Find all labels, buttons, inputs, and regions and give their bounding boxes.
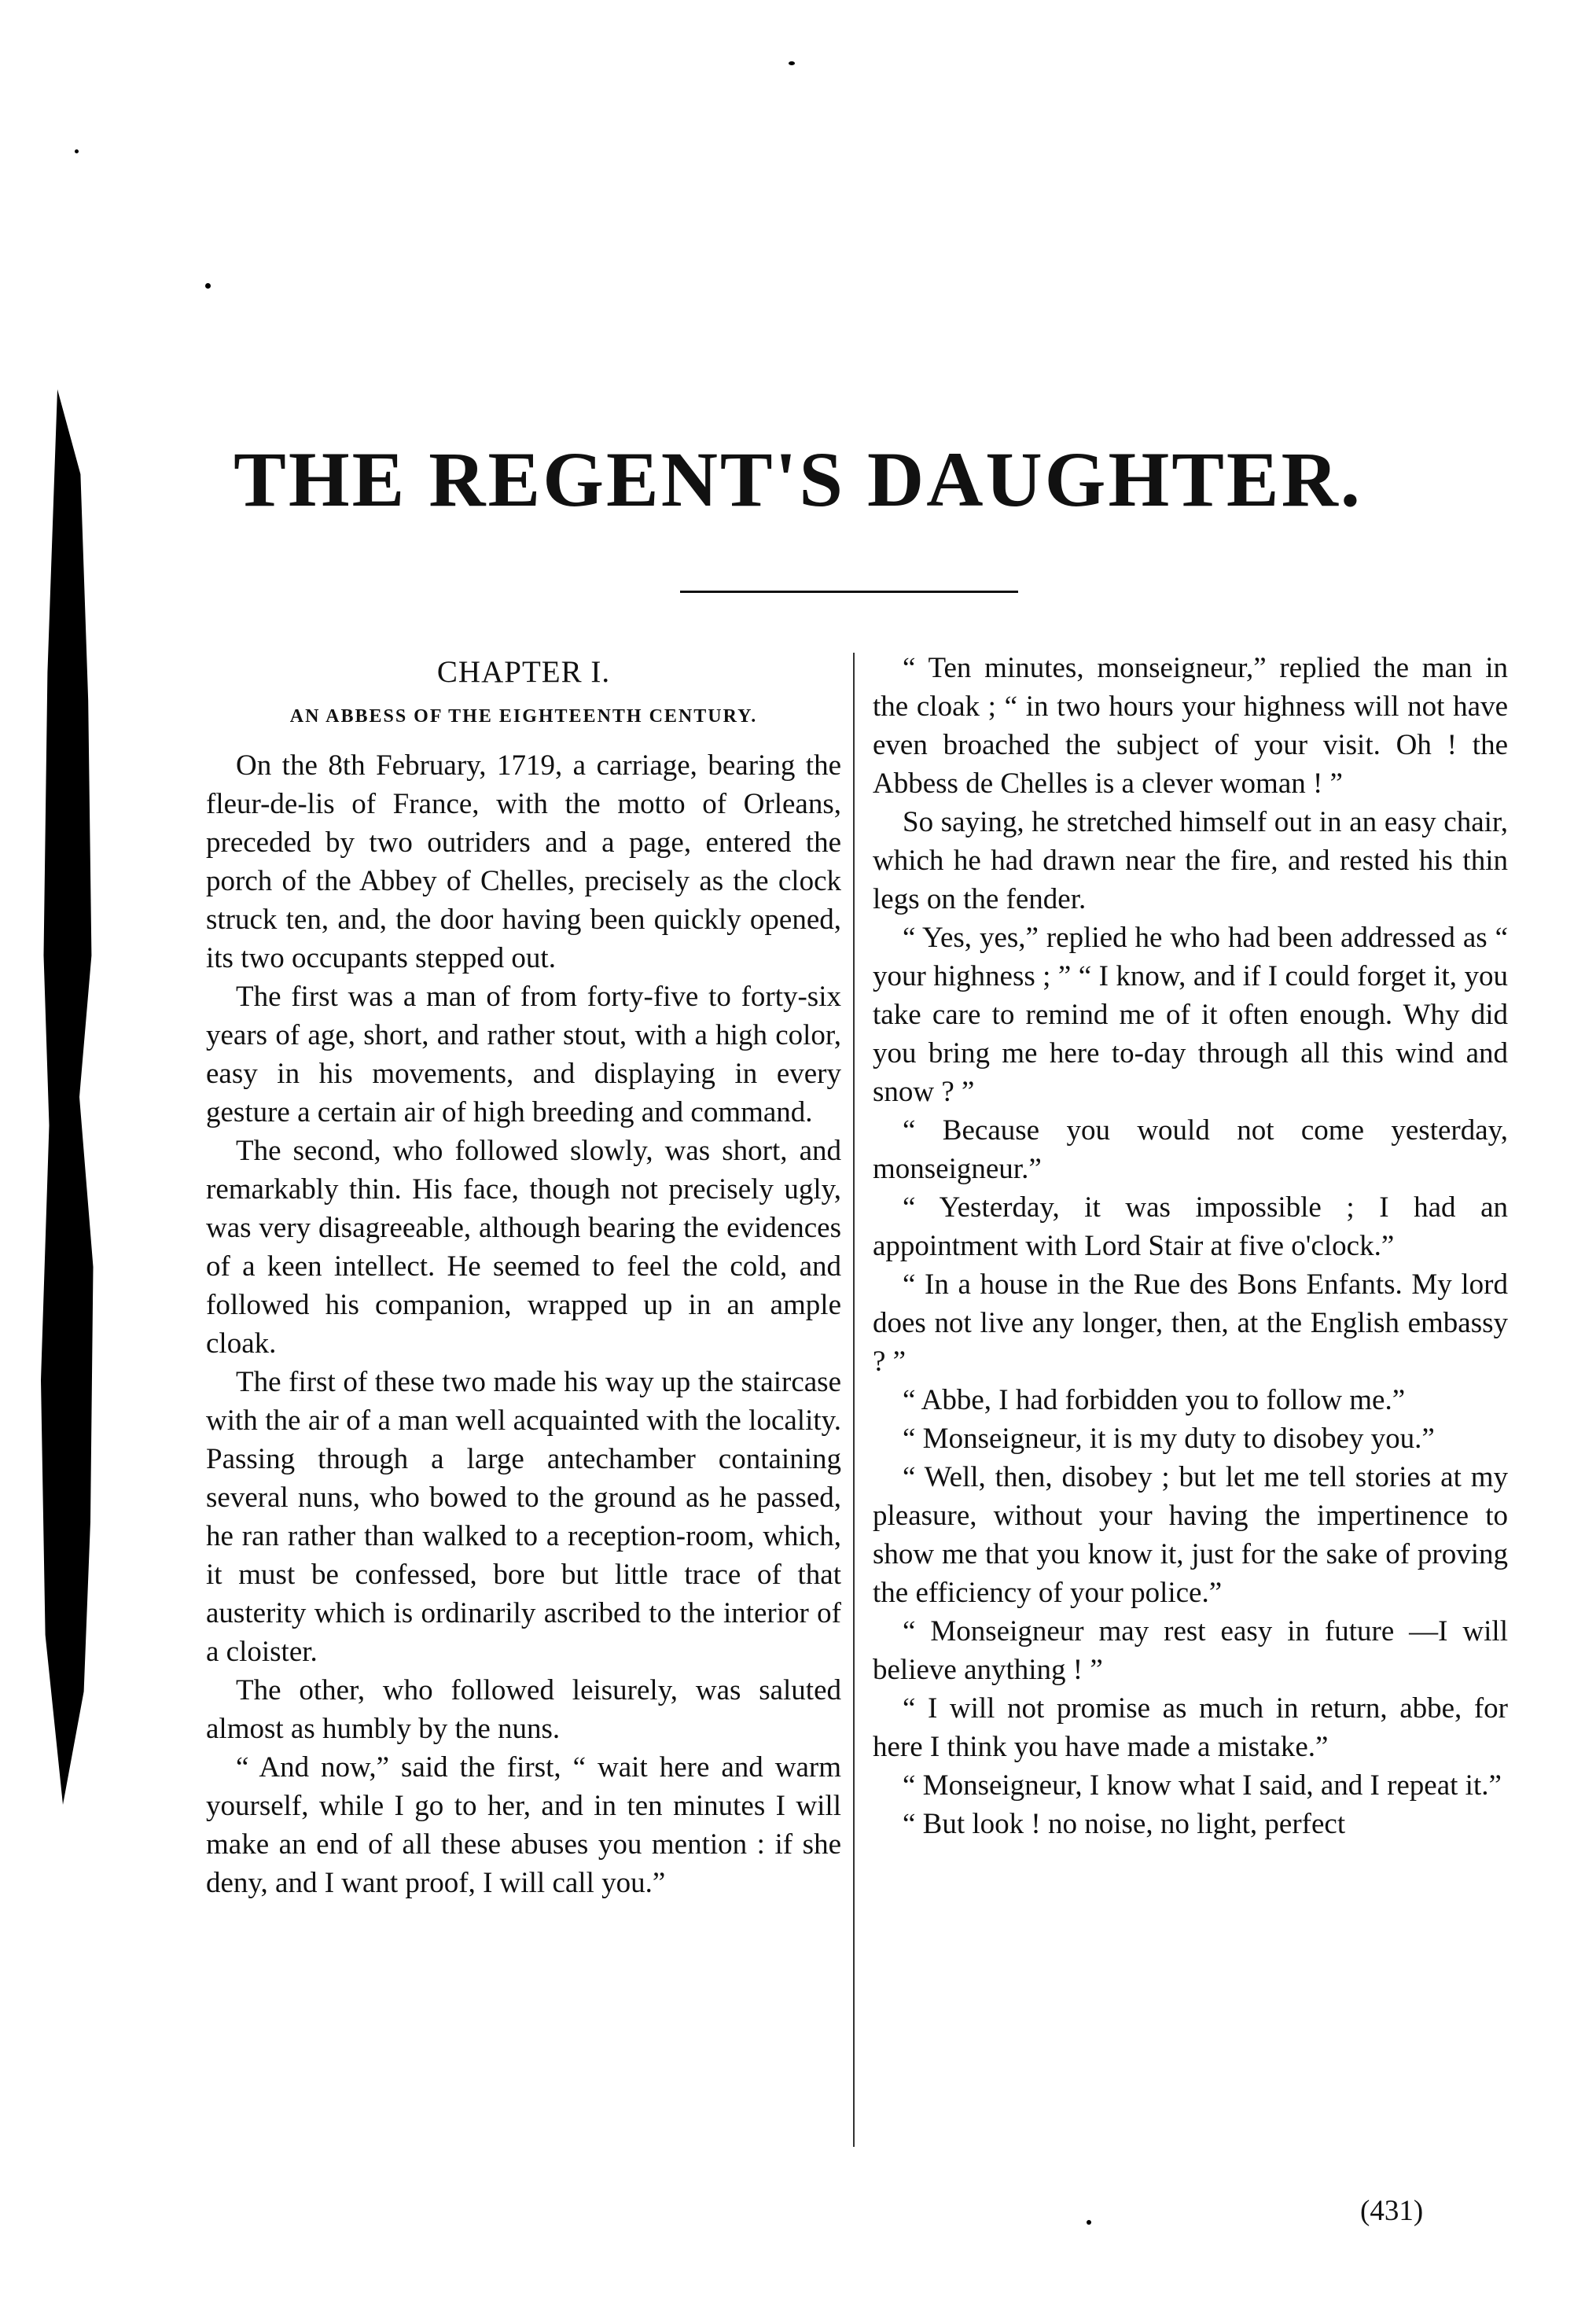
paragraph: The other, who followed leisurely, was saluted almost as humbly by the nuns. [206, 1674, 841, 1745]
scan-speck [205, 283, 211, 289]
paragraph: “ Yesterday, it was impossible ; I had an appointment with Lord Stair at five o'clock.” [873, 1191, 1508, 1262]
paragraph: “ Yes, yes,” replied he who had been addressed as “ your highness ; ” “ I know, and if I could forget it, you take care to remind me of it often enough. Why did you bring me here to-day through all this wind and snow ? ” [873, 922, 1508, 1108]
paragraph: “ In a house in the Rue des Bons Enfants. My lord does not live any longer, then, at the English embassy ? ” [873, 1268, 1508, 1378]
paragraph: “ Monseigneur may rest easy in future —I will believe anything ! ” [873, 1615, 1508, 1686]
scan-edge-artifact [41, 389, 96, 1805]
column-divider [853, 653, 855, 2147]
chapter-subtitle: AN ABBESS OF THE EIGHTEENTH CENTURY. [289, 706, 758, 727]
paragraph: “ Abbe, I had forbidden you to follow me.” [903, 1384, 1406, 1416]
paragraph: “ I will not promise as much in return, abbe, for here I think you have made a mistake.” [873, 1692, 1508, 1763]
paragraph: “ Monseigneur, I know what I said, and I repeat it.” [903, 1769, 1502, 1802]
paragraph: “ Well, then, disobey ; but let me tell stories at my pleasure, without your having the impertinence to show me that you know it, just for the sake of proving the efficiency of your police.” [873, 1461, 1508, 1609]
paragraph: “ But look ! no noise, no light, perfect [903, 1808, 1346, 1840]
page-title: THE REGENT'S DAUGHTER. [234, 436, 1362, 523]
page-number: (431) [1360, 2195, 1424, 2227]
paragraph: “ And now,” said the first, “ wait here and warm yourself, while I go to her, and in ten minutes I will make an end of all these abuses you mention : if she deny, and I want proof, I will call you.” [206, 1751, 841, 1899]
paragraph: “ Ten minutes, monseigneur,” replied the man in the cloak ; “ in two hours your highness will not have even broached the subject of your visit. Oh ! the Abbess de Chelles is a clever woman ! ” [873, 652, 1508, 800]
right-column [873, 649, 1508, 1843]
paragraph: So saying, he stretched himself out in an easy chair, which he had drawn near the fire, and rested his thin legs on the fender. [873, 806, 1508, 915]
scan-speck [75, 149, 79, 153]
title-rule [680, 591, 1018, 593]
paragraph: The second, who followed slowly, was short, and remarkably thin. His face, though not precisely ugly, was very disagreeable, although bearing the evidences of a keen intellect. He seemed to feel the cold, and followed his companion, wrapped up in an ample cloak. [206, 1135, 841, 1360]
paragraph: The first of these two made his way up the staircase with the air of a man well acquainted with the locality. Passing through a large antechamber containing several nuns, who bowed to the ground as he passed, he ran rather than walked to a reception-room, which, it must be confessed, bore but little trace of that austerity which is ordinarily ascribed to the interior of a cloister. [206, 1366, 841, 1668]
paragraph: “ Because you would not come yesterday, monseigneur.” [873, 1114, 1508, 1185]
scan-speck [1087, 2220, 1091, 2225]
scan-speck [789, 61, 795, 65]
paragraph: “ Monseigneur, it is my duty to disobey you.” [903, 1423, 1435, 1455]
left-column [206, 649, 841, 1902]
paragraph: On the 8th February, 1719, a carriage, bearing the fleur-de-lis of France, with the motto of Orleans, preceded by two outriders and a page, entered the porch of the Abbey of Chelles, precisely as the clock struck ten, and, the door having been quickly opened, its two occupants stepped out. [206, 749, 841, 974]
paragraph: The first was a man of from forty-five to forty-six years of age, short, and rather stout, with a high color, easy in his movements, and displaying in every gesture a certain air of high breeding and command. [206, 981, 841, 1128]
chapter-heading: CHAPTER I. [436, 655, 611, 689]
